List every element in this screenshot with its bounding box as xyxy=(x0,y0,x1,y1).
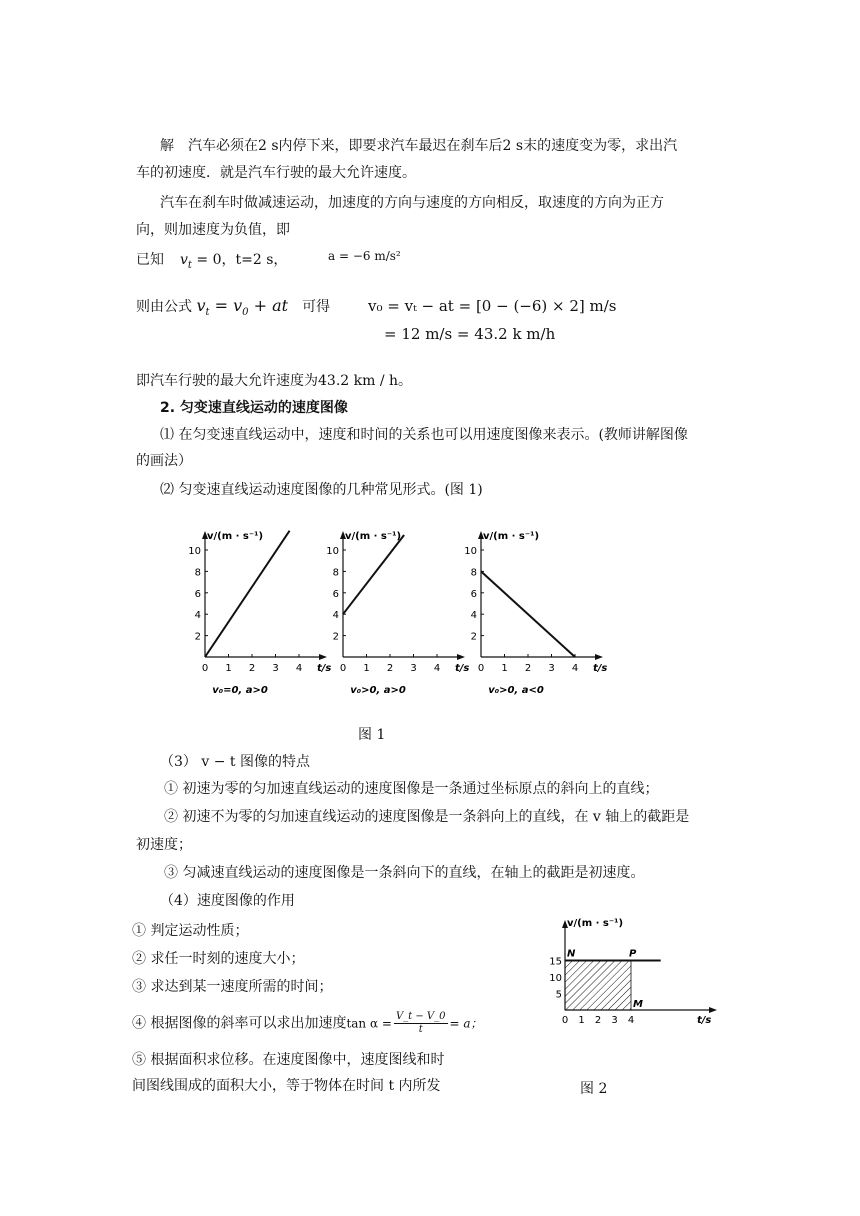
fig2-x-axis-arrow xyxy=(709,1007,717,1013)
x-axis-arrow-2 xyxy=(457,654,465,660)
x-tick-label-1: 1 xyxy=(225,663,232,674)
x-tick-label-1: 0 xyxy=(201,663,209,674)
x-axis-arrow-1 xyxy=(319,654,327,660)
y-tick-label-2: 10 xyxy=(326,546,339,557)
point-label-p: P xyxy=(629,948,637,960)
paragraph-1-line-1: 解 汽车必须在2 s内停下来，即要求汽车最迟在刹车后2 s末的速度变为零，求出汽 xyxy=(160,138,678,154)
y-tick-label-3: 6 xyxy=(470,588,477,600)
shaded-area xyxy=(565,961,631,1011)
y-tick-label-3: 4 xyxy=(470,610,477,622)
figure-2-chart xyxy=(545,910,720,1035)
x-tick-label-1: 3 xyxy=(272,663,279,674)
chart-condition-2: v₀>0, a>0 xyxy=(350,685,406,696)
x-tick-label-1: 4 xyxy=(295,663,303,674)
paragraph-2-line-2: 向，则加速度为负值，即 xyxy=(136,222,290,238)
y-tick-label-1: 2 xyxy=(194,631,201,643)
fig2-x-tick-label: 4 xyxy=(627,1015,635,1026)
y-tick-label-2: 2 xyxy=(332,631,339,643)
use-3: ③ 求达到某一速度所需的时间； xyxy=(132,979,333,995)
x-axis-label-2: t/s xyxy=(455,663,470,674)
fig2-y-tick-label: 15 xyxy=(549,956,562,968)
x-tick-label-3: 3 xyxy=(548,663,555,674)
fig2-x-axis-label: t/s xyxy=(697,1015,712,1026)
use-5-line-1: ⑤ 根据面积求位移。在速度图像中，速度图线和时 xyxy=(132,1052,445,1068)
x-tick-label-2: 1 xyxy=(363,663,370,674)
fig2-x-tick-label: 1 xyxy=(578,1015,585,1026)
calculation-line-2: = 12 m/s = 43.2 k m/h xyxy=(384,325,556,343)
y-axis-label-2: v/(m · s⁻¹) xyxy=(345,531,402,542)
x-tick-label-2: 4 xyxy=(433,663,441,674)
y-tick-label-3: 8 xyxy=(470,567,477,579)
feature-1: ① 初速为零的匀加速直线运动的速度图像是一条通过坐标原点的斜向上的直线； xyxy=(164,781,659,797)
chart-condition-1: v₀=0, a>0 xyxy=(212,685,268,696)
y-tick-label-1: 4 xyxy=(194,610,201,622)
series-line-3 xyxy=(481,571,575,657)
y-tick-label-1: 6 xyxy=(194,588,201,600)
y-tick-label-3: 10 xyxy=(464,546,477,557)
paragraph-2-line-1: 汽车在刹车时做减速运动，加速度的方向与速度的方向相反，取速度的方向为正方 xyxy=(160,195,664,211)
figure-1-caption: 图 1 xyxy=(358,727,386,743)
x-axis-label-3: t/s xyxy=(593,663,608,674)
y-axis-label-3: v/(m · s⁻¹) xyxy=(483,531,540,542)
fig2-y-axis-label: v/(m · s⁻¹) xyxy=(567,918,624,929)
x-axis-label-1: t/s xyxy=(317,663,332,674)
result-sentence: 即汽车行驶的最大允许速度为43.2 km / h。 xyxy=(136,373,413,389)
fig2-x-tick-label: 3 xyxy=(611,1015,618,1026)
y-tick-label-2: 8 xyxy=(332,567,339,579)
y-tick-label-2: 4 xyxy=(332,610,339,622)
item-4-heading: （4）速度图像的作用 xyxy=(160,893,295,909)
feature-2-line-2: 初速度； xyxy=(136,837,192,853)
x-tick-label-2: 2 xyxy=(386,663,394,674)
fig2-x-tick-label: 2 xyxy=(594,1015,602,1026)
known-label: 已知 xyxy=(136,252,164,268)
use-2: ② 求任一时刻的速度大小； xyxy=(132,951,305,967)
item-1-line-1: ⑴ 在匀变速直线运动中，速度和时间的关系也可以用速度图像来表示。(教师讲解图像 xyxy=(160,427,688,443)
point-label-n: N xyxy=(567,948,576,960)
x-axis-arrow-3 xyxy=(595,654,603,660)
item-3-heading: （3） v − t 图像的特点 xyxy=(160,754,310,770)
x-tick-label-3: 1 xyxy=(501,663,508,674)
fig2-y-tick-label: 10 xyxy=(549,973,562,984)
series-line-1 xyxy=(205,531,290,657)
known-acceleration: a = −6 m/s² xyxy=(328,249,401,263)
point-label-m: M xyxy=(633,999,643,1010)
figure-2-caption: 图 2 xyxy=(580,1081,608,1097)
use-5-line-2: 间图线围成的面积大小，等于物体在时间 t 内所发 xyxy=(132,1078,441,1094)
section-2-heading: 2. 匀变速直线运动的速度图像 xyxy=(160,400,348,416)
y-tick-label-1: 8 xyxy=(194,567,201,579)
feature-2-line-1: ② 初速不为零的匀加速直线运动的速度图像是一条斜向上的直线，在 v 轴上的截距是 xyxy=(164,809,690,825)
fig2-y-tick-label: 5 xyxy=(555,989,562,1001)
paragraph-1-line-2: 车的初速度．就是汽车行驶的最大允许速度。 xyxy=(136,165,416,181)
use-1: ① 判定运动性质； xyxy=(132,923,249,939)
y-tick-label-1: 10 xyxy=(188,546,201,557)
chart-condition-3: v₀>0, a<0 xyxy=(488,685,544,696)
y-tick-label-3: 2 xyxy=(470,631,477,643)
figure-1-charts xyxy=(180,515,610,715)
series-line-2 xyxy=(343,535,404,614)
x-tick-label-1: 2 xyxy=(248,663,256,674)
feature-3: ③ 匀减速直线运动的速度图像是一条斜向下的直线，在轴上的截距是初速度。 xyxy=(164,865,645,881)
y-axis-label-1: v/(m · s⁻¹) xyxy=(207,531,264,542)
item-1-line-2: 的画法） xyxy=(136,453,192,469)
y-tick-label-2: 6 xyxy=(332,588,339,600)
x-tick-label-3: 0 xyxy=(477,663,485,674)
x-tick-label-2: 3 xyxy=(410,663,417,674)
fig2-x-tick-label: 0 xyxy=(561,1015,569,1026)
x-tick-label-2: 0 xyxy=(339,663,347,674)
x-tick-label-3: 2 xyxy=(524,663,532,674)
use-4: ④ 根据图像的斜率可以求出加速度tan α = $\frac{V\_t - V\_0}{t}$ = a； xyxy=(132,1011,483,1035)
x-tick-label-3: 4 xyxy=(571,663,579,674)
item-2: ⑵ 匀变速直线运动速度图像的几种常见形式。(图 1) xyxy=(160,482,483,498)
formula-label: 则由公式 $v_t = v_0$ + at 可得 xyxy=(136,296,331,319)
known-vt: $v_t = 0$，t=2 s， xyxy=(180,252,288,271)
calculation-line-1: v₀ = vₜ − at = [0 − (−6) × 2] m/s xyxy=(368,297,617,315)
